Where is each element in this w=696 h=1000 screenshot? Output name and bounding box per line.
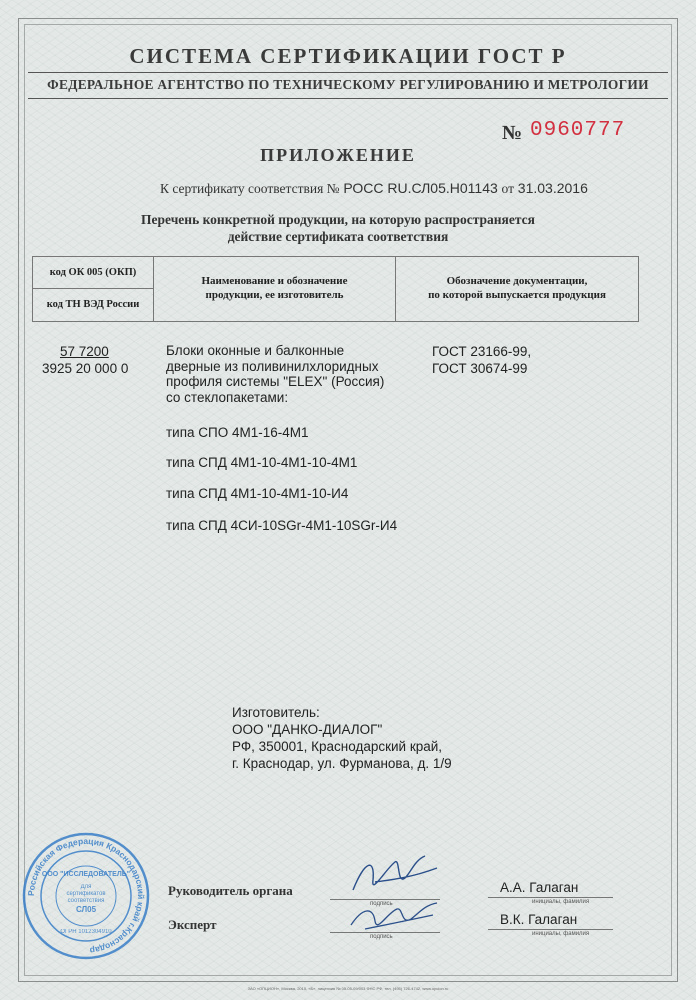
stamp-inner-1: Для xyxy=(80,884,92,890)
stamp-inner-2: сертификатов xyxy=(66,891,106,897)
name-header-line2: продукции, ее изготовитель xyxy=(205,289,344,301)
tnved-code: 3925 20 000 0 xyxy=(42,361,129,376)
doc-column-header xyxy=(396,257,638,321)
head-of-body-label: Руководитель органа xyxy=(168,883,293,898)
certificate-date: 31.03.2016 xyxy=(517,180,588,196)
doc-header-line1: Обозначение документации, xyxy=(446,275,588,287)
certificate-date-prefix: от xyxy=(501,181,515,196)
expert-name-line xyxy=(488,929,613,930)
name-header-line1: Наименование и обозначение xyxy=(201,275,348,287)
product-line4: со стеклопакетами: xyxy=(166,389,289,405)
expert-label: Эксперт xyxy=(168,917,217,932)
certificate-prefix: К сертификату соответствия № xyxy=(160,181,340,196)
product-type-4: типа СПД 4СИ-10SGr-4М1-10SGr-И4 xyxy=(166,518,398,533)
product-line3: профиля системы "ELEX" (Россия) xyxy=(166,374,385,389)
system-heading: СИСТЕМА СЕРТИФИКАЦИИ ГОСТ Р xyxy=(129,44,567,68)
heading-rule-bottom xyxy=(28,98,668,99)
list-heading xyxy=(0,211,676,245)
product-table-header xyxy=(32,256,639,322)
okp-code-header: код ОК 005 (ОКП) xyxy=(33,257,153,289)
product-codes xyxy=(42,343,128,377)
manufacturer-name: ООО "ДАНКО-ДИАЛОГ" xyxy=(232,722,383,737)
manufacturer-label: Изготовитель: xyxy=(232,705,320,720)
gost-2: ГОСТ 30674-99 xyxy=(432,361,528,376)
manufacturer-address-2: г. Краснодар, ул. Фурманова, д. 1/9 xyxy=(232,756,452,771)
product-type-2: типа СПД 4М1-10-4М1-10-4М1 xyxy=(166,455,358,470)
expert-name: В.К. Галаган xyxy=(500,912,578,927)
product-type-3: типа СПД 4М1-10-4М1-10-И4 xyxy=(166,486,349,501)
product-type-1: типа СПО 4М1-16-4М1 xyxy=(166,425,309,440)
stamp-outer-text: Российская Федерация Краснодарский край г.Краснодар xyxy=(25,835,147,956)
stamp-inner-3: соответствия xyxy=(67,898,105,904)
agency-heading: ФЕДЕРАЛЬНОЕ АГЕНТСТВО ПО ТЕХНИЧЕСКОМУ РЕГУЛИРОВАНИЮ И МЕТРОЛОГИИ xyxy=(47,77,649,92)
round-stamp xyxy=(20,830,152,962)
head-name-line xyxy=(488,897,613,898)
expert-signature xyxy=(345,895,445,940)
page-title: ПРИЛОЖЕНИЕ xyxy=(260,145,416,165)
stamp-org: ООО "ИССЛЕДОВАТЕЛЬ" xyxy=(41,871,131,878)
blank-number-label: № xyxy=(502,122,523,144)
certificate-number: РОСС RU.СЛ05.Н01143 xyxy=(343,180,498,196)
stamp-ogrn: ОГРН 1012304910 xyxy=(60,929,112,935)
doc-header-line2: по которой выпускается продукция xyxy=(428,289,606,301)
expert-name-caption: инициалы, фамилия xyxy=(532,931,590,937)
manufacturer-address-1: РФ, 350001, Краснодарский край, xyxy=(232,739,443,754)
print-footer: ЗАО «ОПЦИОН», Москва, 2015, «Б», лицензия № 05-05-09/003 ФНС РФ, тел. (495) 726-4742, www.opcion.ru xyxy=(247,986,449,991)
head-name-caption: инициалы, фамилия xyxy=(532,899,590,905)
product-line1: Блоки оконные и балконные xyxy=(166,343,345,358)
product-line2: дверные из поливинилхлоридных xyxy=(166,358,379,374)
name-column-header xyxy=(154,257,396,321)
head-sign-caption: подпись xyxy=(370,901,393,907)
stamp-code: СЛ05 xyxy=(75,905,97,914)
list-heading-line1: Перечень конкретной продукции, на которую распространяется xyxy=(141,212,535,227)
blank-number: 0960777 xyxy=(530,119,626,142)
tnved-code-header: код ТН ВЭД России xyxy=(46,299,140,310)
codes-column-header xyxy=(33,257,154,321)
gost-1: ГОСТ 23166-99, xyxy=(432,344,532,359)
manufacturer-block xyxy=(232,704,452,772)
expert-sign-caption: подпись xyxy=(370,934,393,940)
product-description xyxy=(166,343,426,405)
head-name: А.А. Галаган xyxy=(500,880,579,895)
heading-rule-top xyxy=(28,72,668,73)
okp-code: 57 7200 xyxy=(60,344,109,359)
standards-documents xyxy=(432,343,531,377)
list-heading-line2: действие сертификата соответствия xyxy=(227,229,449,244)
certificate-reference xyxy=(160,180,588,197)
